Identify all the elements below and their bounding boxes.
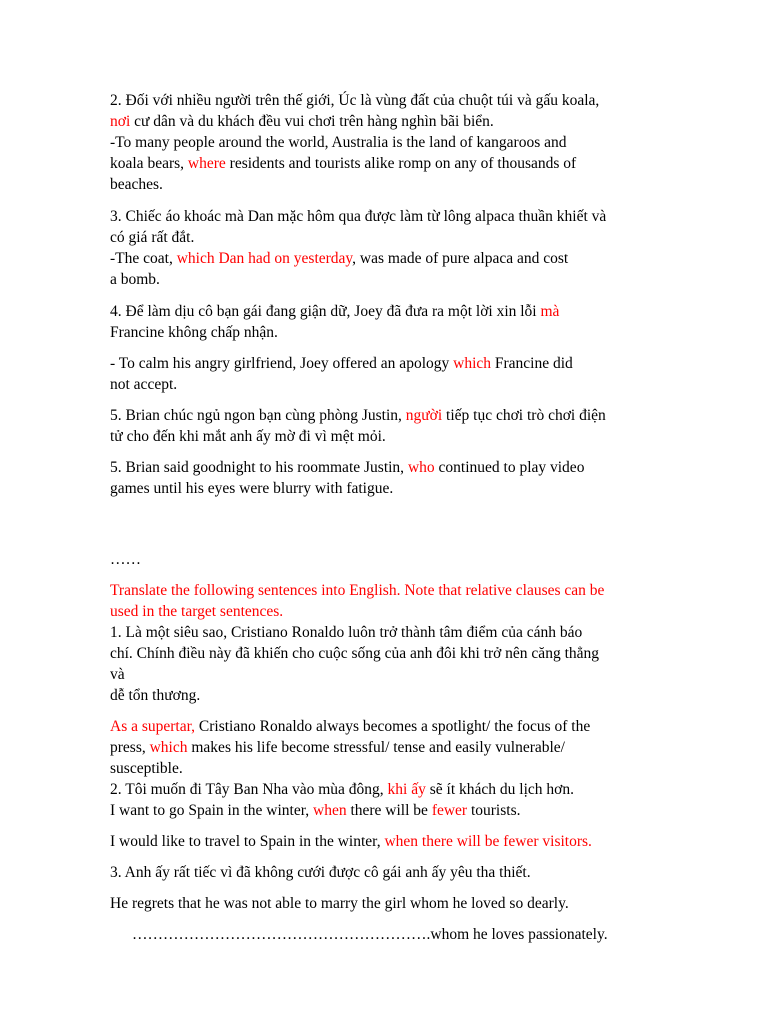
highlight: As a supertar, [110,718,196,735]
highlight: where [187,155,226,172]
document-page [110,90,700,945]
q2-english-alternative: I would like to travel to Spain in the winter, when there will be fewer visitors. [110,833,592,850]
item4-vietnamese: 4. Để làm dịu cô bạn gái đang giận dữ, Joey đã đưa ra một lời xin lỗi mà Francine không chấp nhận. [110,303,560,341]
highlight: nơi [110,113,131,130]
q2-english: I want to go Spain in the winter, when there will be fewer tourists. [110,802,521,819]
highlight: which [149,739,188,756]
item2-english: -To many people around the world, Australia is the land of kangaroos and koala bears, where residents and tourists alike romp on any of thousands of beaches. [110,134,577,193]
q3-english: He regrets that he was not able to marry the girl whom he loved so dearly. [110,895,569,912]
highlight: when there will be fewer visitors. [384,833,592,850]
highlight: who [407,459,435,476]
highlight: which Dan had on yesterday [176,250,353,267]
q1-english: As a supertar, Cristiano Ronaldo always becomes a spotlight/ the focus of the press, which makes his life become stressful/ tense and easily vulnerable/ susceptible. [110,718,591,777]
highlight: mà [540,303,560,320]
highlight: fewer [431,802,468,819]
q3-vietnamese: 3. Anh ấy rất tiếc vì đã không cưới được cô gái anh ấy yêu tha thiết. [110,864,531,881]
item3-english: -The coat, which Dan had on yesterday, was made of pure alpaca and cost a bomb. [110,250,569,288]
item5-vietnamese: 5. Brian chúc ngủ ngon bạn cùng phòng Justin, người tiếp tục chơi trò chơi điện tử cho đến khi mắt anh ấy mờ đi vì mệt mỏi. [110,407,606,445]
item5-english: 5. Brian said goodnight to his roommate Justin, who continued to play video games until his eyes were blurry with fatigue. [110,459,585,497]
item4-english: - To calm his angry girlfriend, Joey offered an apology which Francine did not accept. [110,355,573,393]
exercise-instructions: Translate the following sentences into English. Note that relative clauses can be used in the target sentences. [110,582,605,620]
q2-vietnamese: 2. Tôi muốn đi Tây Ban Nha vào mùa đông, khi ấy sẽ ít khách du lịch hơn. [110,781,574,798]
fill-in-dots: …………………………………………………. [132,926,431,943]
highlight: người [405,407,443,424]
item3-vietnamese: 3. Chiếc áo khoác mà Dan mặc hôm qua được làm từ lông alpaca thuần khiết và có giá rất đắt. [110,208,607,246]
q1-vietnamese: 1. Là một siêu sao, Cristiano Ronaldo luôn trở thành tâm điểm của cánh báo chí. Chính điều này đã khiến cho cuộc sống của anh đôi khi trở nên căng thẳng và dễ tổn thương. [110,624,599,704]
highlight: khi ấy [387,781,426,798]
item2-vietnamese: 2. Đối với nhiều người trên thế giới, Úc là vùng đất của chuột túi và gấu koala, nơi cư dân và du khách đều vui chơi trên hàng nghìn bãi biển. [110,92,600,130]
highlight: which [453,355,492,372]
q3-english-alternative: ………………………………………………….whom he loves passionately. [132,926,608,943]
highlight: when [313,802,347,819]
separator-ellipsis: …… [110,551,141,568]
